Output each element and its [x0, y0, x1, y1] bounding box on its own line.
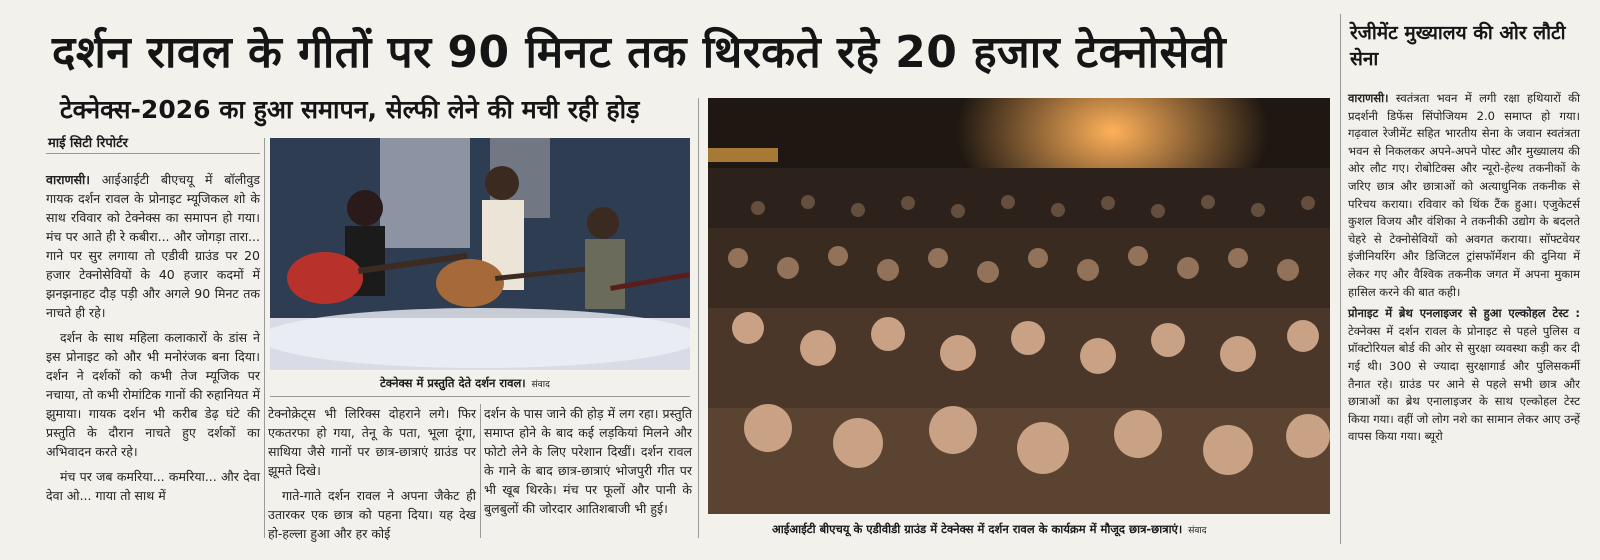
byline: माई सिटी रिपोर्टर — [48, 136, 128, 151]
column-divider — [264, 138, 265, 538]
article-column-3 — [484, 404, 692, 524]
photo1-credit: संवाद — [531, 380, 550, 390]
sidebar-divider — [1340, 14, 1341, 544]
article-column-2 — [268, 404, 476, 549]
paragraph: वाराणसी। स्वतंत्रता भवन में लगी रक्षा हथियारों की प्रदर्शनी डिफेंस सिंपोजियम 2.0 समाप्त हो गया। गढ़वाल रेजीमेंट सहित भारतीय सेना के जवान स्वतंत्रता भवन से निकलकर अपने-अपने पोस्ट और मुख्यालय की ओर लौट गए। रोबोटिक्स और न्यूरो-हेल्थ तकनीकों के जरिए छात्र और छात्राओं को अत्याधुनिक तकनीक से परिचय कराया। रविवार को थिंक टैंक हुआ। एजुकेटर्स कुशल विजय और वंशिका ने तकनीकी उद्योग के बदलते चेहरे से टेक्नोसेवियों को अवगत कराया। सॉफ्टवेयर इंजीनियरिंग और डिजिटल ट्रांसफॉर्मेशन की दुनिया में लेकर गए और वैश्विक तकनीक जगत में अपना मुकाम हासिल करने की बात कही। — [1348, 91, 1580, 299]
paragraph: दर्शन के साथ महिला कलाकारों के डांस ने इस प्रोनाइट को और भी मनोरंजक बना दिया। दर्शन ने दर्शकों को कभी तेज म्यूजिक पर नचाया, तो कभी रोमांटिक गानों की रुहानियत में झुमाया। गायक दर्शन भी करीब डेढ़ घंटे की प्रस्तुति के दौरान नाचते हुए दर्शकों का अभिवादन करते रहे। — [46, 330, 260, 459]
paragraph: दर्शन के पास जाने की होड़ में लग रहा। प्रस्तुति समाप्त होने के बाद कई लड़कियां मिलने और फोटो लेने के लिए परेशान दिखीं। दर्शन रावल के गाने के बाद छात्र-छात्राएं भोजपुरी गीत पर भी खूब थिरके। मंच पर फूलों और पानी के बुलबुलों की जोरदार आतिशबाजी भी हुई। — [484, 406, 692, 516]
main-headline: दर्शन रावल के गीतों पर 90 मिनट तक थिरकते रहे 20 हजार टेक्नोसेवी — [52, 27, 1227, 78]
sidebar-headline: रेजीमेंट मुख्यालय की ओर लौटी सेना — [1350, 22, 1566, 70]
article-column-1 — [46, 170, 260, 511]
crowd-photo — [708, 98, 1330, 514]
photo2-credit: संवाद — [1188, 526, 1207, 536]
column-divider — [480, 404, 481, 538]
photo2-caption: आईआईटी बीएचयू के एडीवीडी ग्राउंड में टेक्नेक्स में दर्शन रावल के कार्यक्रम में मौजूद छात्र-छात्राएं। संवाद — [772, 522, 1207, 536]
paragraph: वाराणसी। आईआईटी बीएचयू में बॉलीवुड गायक दर्शन रावल के प्रोनाइट म्यूजिकल शो के साथ रविवार को टेक्नेक्स का समापन हो गया। मंच पर आते ही रे कबीरा... और जोगड़ा तारा... गाने पर सुर लगाया तो एडीवी ग्राउंड पर 20 हजार टेक्नोसेवियों के 40 हजार कदमों में झनझनाहट दौड़ पड़ी और अगले 90 मिनट तक नाचते ही रहे। — [46, 172, 260, 320]
sidebar-dateline: वाराणसी। — [1348, 91, 1389, 105]
paragraph: प्रोनाइट में ब्रेथ एनलाइजर से हुआ एल्कोहल टेस्ट : टेक्नेक्स में दर्शन रावल के प्रोनाइट से पहले पुलिस व प्रॉक्टोरियल बोर्ड की ओर से सुरक्षा व्यवस्था कड़ी कर दी गई थी। 300 से ज्यादा सुरक्षागार्ड और पुलिसकर्मी तैनात रहे। ग्राउंड पर आने से पहले सभी छात्र और छात्राओं का ब्रेथ एनालाइजर के साथ एल्कोहल टेस्ट किया गया। वहीं जो लोग नशे का सामान लेकर आए उन्हें वापस किया गया। ब्यूरो — [1348, 306, 1580, 444]
stage-illustration — [270, 138, 690, 370]
subheadline: टेक्नेक्स-2026 का हुआ समापन, सेल्फी लेने की मची रही होड़ — [60, 95, 640, 124]
stage-performance-photo — [270, 138, 690, 370]
caption-divider — [270, 396, 690, 397]
sidebar-subhead: प्रोनाइट में ब्रेथ एनलाइजर से हुआ एल्कोहल टेस्ट : — [1348, 306, 1580, 321]
paragraph: मंच पर जब कमरिया... कमरिया... और देवा देवा ओ... गाया तो साथ में — [46, 469, 260, 503]
byline-divider — [46, 153, 260, 154]
column-divider — [698, 98, 699, 538]
dateline: वाराणसी। — [46, 172, 91, 187]
paragraph: टेक्नोक्रेट्स भी लिरिक्स दोहराने लगे। फिर एकतरफा हो गया, तेनू के पता, भूला दूंगा, साथिया जैसे गानों पर छात्र-छात्राएं ग्राउंड पर झूमते दिखे। — [268, 406, 476, 478]
photo1-caption: टेक्नेक्स में प्रस्तुति देते दर्शन रावल। संवाद — [380, 376, 550, 390]
sidebar-column — [1348, 90, 1580, 450]
paragraph: गाते-गाते दर्शन रावल ने अपना जैकेट ही उतारकर एक छात्र को पहना दिया। यह देख हो-हल्ला हुआ और हर कोई — [268, 488, 476, 541]
crowd-illustration — [708, 98, 1330, 514]
